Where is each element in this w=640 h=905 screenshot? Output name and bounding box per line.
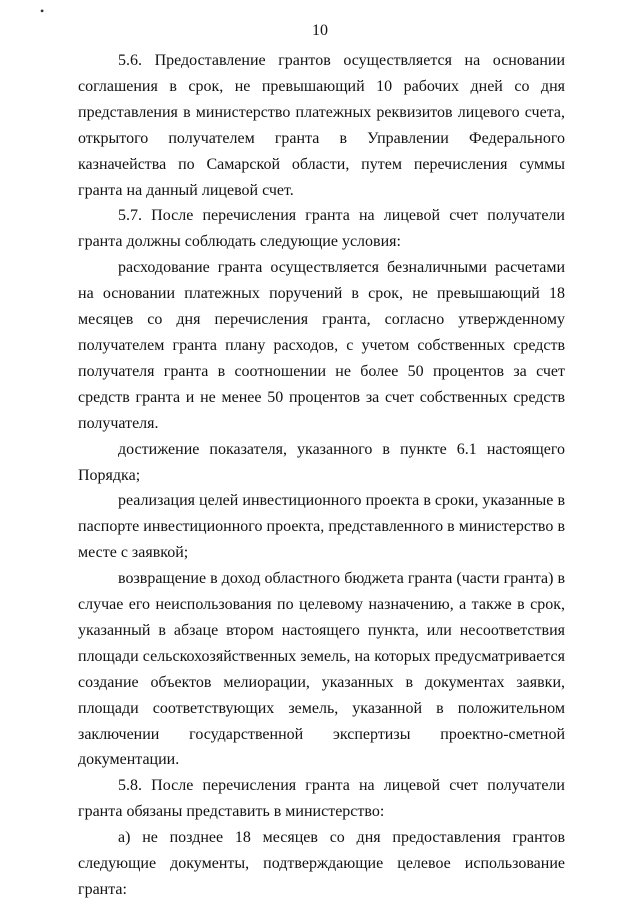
item-a: а) не позднее 18 месяцев со дня предоставления грантов следующие документы, подтверждающие целевое использование гранта: — [78, 829, 565, 898]
condition-indicator: достижение показателя, указанного в пункте 6.1 настоящего Порядка; — [78, 440, 565, 484]
document-body — [78, 48, 565, 903]
paragraph-5-6: 5.6. Предоставление грантов осуществляется на основании соглашения в срок, не превышающий 10 рабочих дней со дня представления в министерство платежных реквизитов лицевого счета, открытого получателем гранта в Управлении Федерального казначейства по Самарской области, путем перечисления суммы гранта на данный лицевой счет. — [78, 52, 565, 199]
condition-refund: возвращение в доход областного бюджета гранта (части гранта) в случае его неиспользования по целевому назначению, а также в срок, указанный в абзаце втором настоящего пункта, или несоответствия площади сельскохозяйственных земель, на которых предусматривается создание объектов мелиорации, указанных в документах заявки, площади соответствующих земель, указанной в положительном заключении государственной экспертизы проектно-сметной документации. — [78, 570, 565, 769]
scan-mark: • — [40, 4, 45, 18]
paragraph-5-8: 5.8. После перечисления гранта на лицевой счет получатели гранта обязаны представить в министерство: — [78, 777, 565, 821]
condition-spending: расходование гранта осуществляется безналичными расчетами на основании платежных поручений в срок, не превышающий 18 месяцев со дня перечисления гранта, согласно утвержденному получателем гранта плану расходов, с учетом собственных средств получателя гранта в соотношении не более 50 процентов за счет средств гранта и не менее 50 процентов за счет собственных средств получателя. — [78, 259, 565, 432]
paragraph-5-7: 5.7. После перечисления гранта на лицевой счет получатели гранта должны соблюдать следующие условия: — [78, 207, 565, 251]
condition-project-goals: реализация целей инвестиционного проекта в сроки, указанные в паспорте инвестиционного проекта, представленного в министерство в месте с заявкой; — [78, 492, 565, 562]
page-number: 10 — [312, 22, 328, 39]
